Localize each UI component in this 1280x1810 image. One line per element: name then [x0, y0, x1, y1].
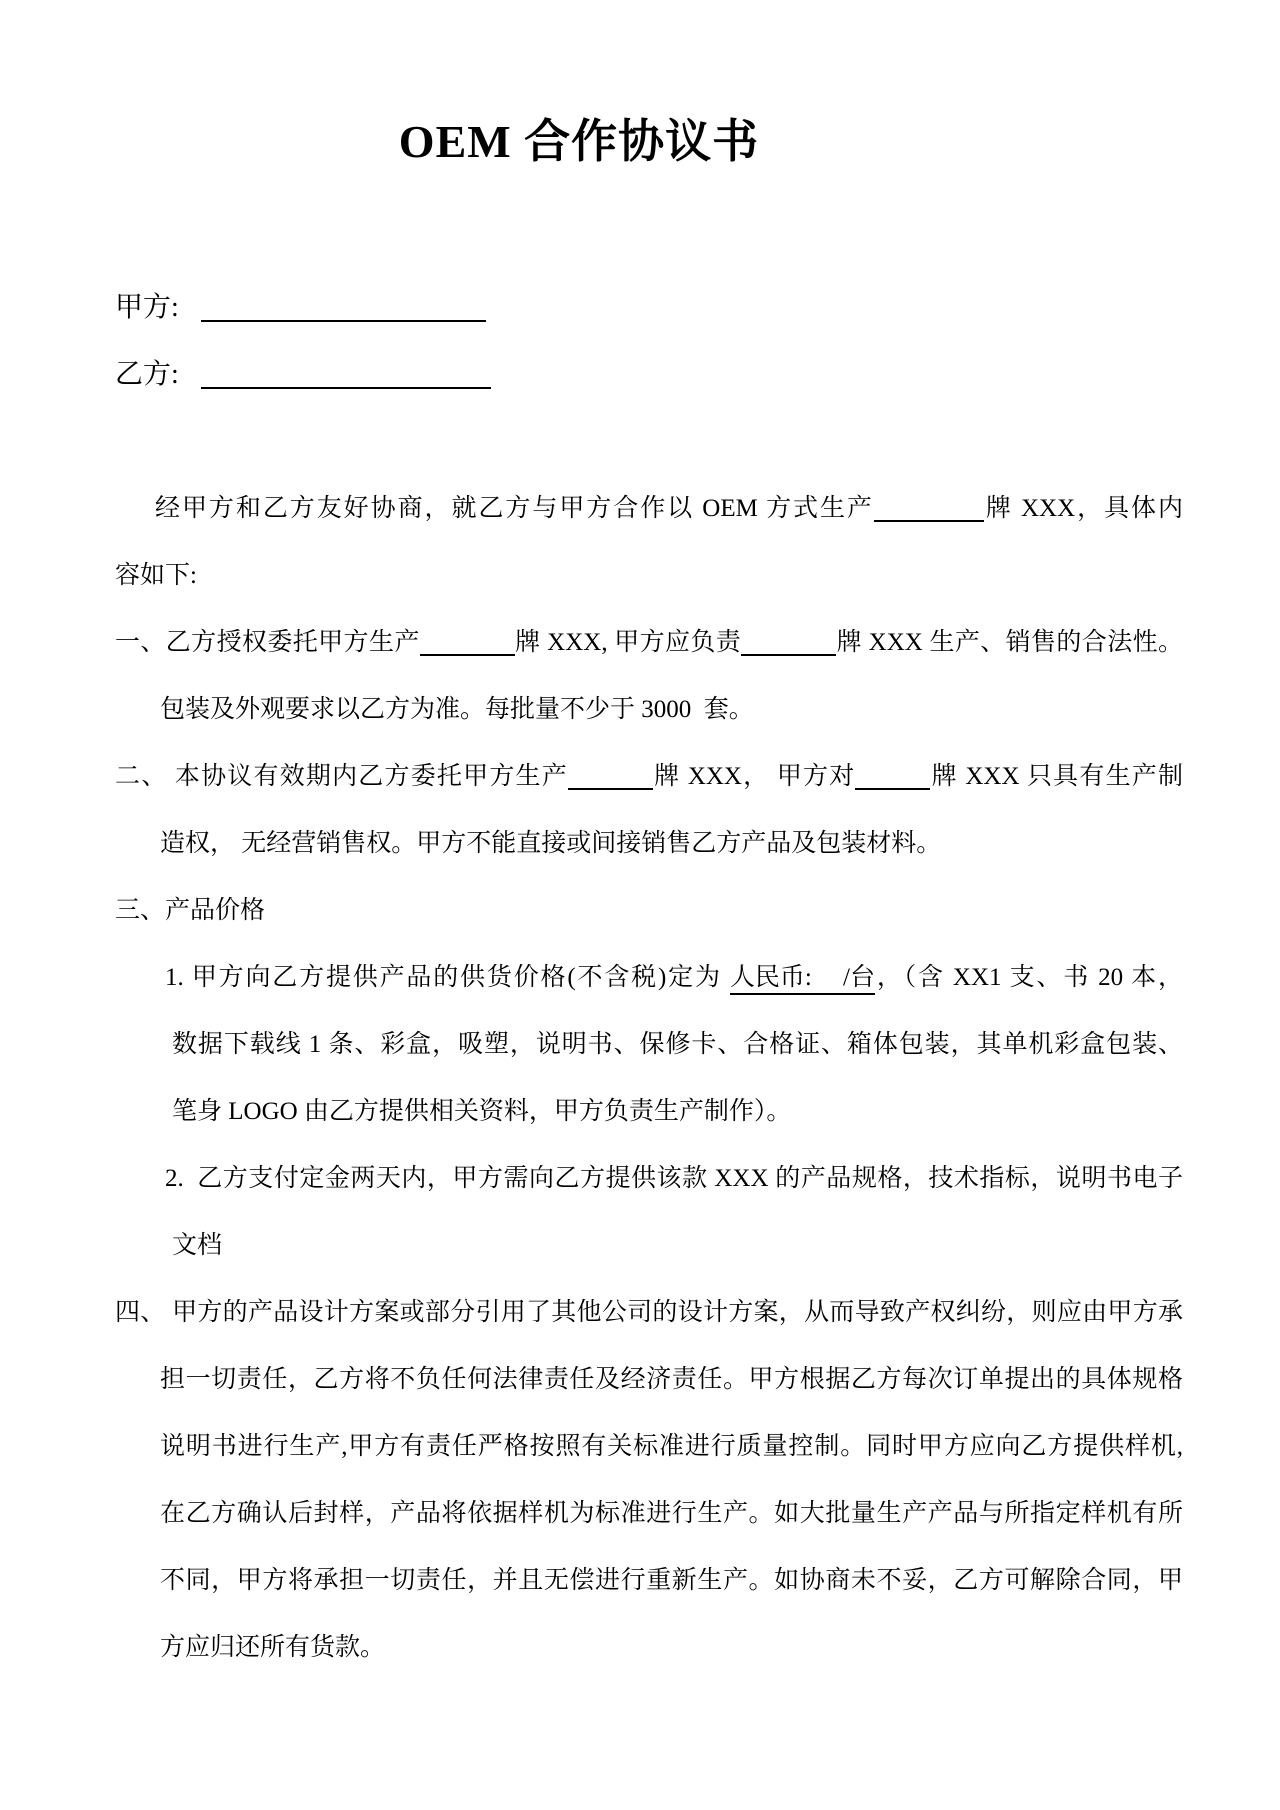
- clause-4-line-6: [115, 1614, 1183, 1681]
- text-segment: 包装及外观要求以乙方为准。每批量不少于 3000 套。: [160, 696, 754, 723]
- text-segment: 容如下:: [115, 562, 197, 589]
- text-segment: 经甲方和乙方友好协商，就乙方与甲方合作以 OEM 方式生产: [155, 495, 874, 522]
- intro-line-1: [115, 475, 1183, 542]
- text-segment: 造权， 无经营销售权。甲方不能直接或间接销售乙方产品及包装材料。: [160, 830, 942, 857]
- clause-3-heading: [115, 877, 1183, 944]
- text-segment: 牌 XXX, 甲方应负责: [514, 629, 742, 656]
- text-segment: 2. 乙方支付定金两天内，甲方需向乙方提供该款 XXX 的产品规格，技术指标，说明书电子: [165, 1165, 1183, 1192]
- text-segment: 1. 甲方向乙方提供产品的供货价格(不含税)定为: [165, 964, 730, 991]
- text-segment: ，（含 XX1 支、书 20 本，: [875, 964, 1184, 991]
- clause-3-item-2-line-2: [115, 1212, 1183, 1279]
- fill-in-blank-currency[interactable]: 人民币: /台: [730, 957, 875, 995]
- fill-in-blank[interactable]: [855, 758, 930, 790]
- document-title: OEM 合作协议书: [398, 116, 760, 167]
- clause-2-line-2: [115, 810, 1183, 877]
- text-segment: 笔身 LOGO 由乙方提供相关资料，甲方负责生产制作）。: [172, 1098, 792, 1125]
- fill-in-blank[interactable]: [568, 758, 653, 790]
- clause-3-item-1-line-2: [115, 1011, 1183, 1078]
- text-segment: 担一切责任，乙方将不负任何法律责任及经济责任。甲方根据乙方每次订单提出的具体规格: [160, 1366, 1183, 1393]
- clause-3-item-1-line-1: [115, 944, 1183, 1011]
- document-body: [115, 274, 1183, 1681]
- text-segment: 牌 XXX 生产、销售的合法性。: [836, 629, 1183, 656]
- text-segment: 甲方:: [115, 292, 179, 323]
- fill-in-blank[interactable]: [874, 490, 984, 522]
- clause-4-line-1: [115, 1279, 1183, 1346]
- party-b-line: [115, 341, 1183, 408]
- clause-4-line-4: [115, 1480, 1183, 1547]
- clause-1-line-2: [115, 676, 1183, 743]
- text-segment: 一、乙方授权委托甲方生产: [115, 629, 420, 656]
- text-segment: 乙方:: [115, 359, 179, 390]
- fill-in-blank[interactable]: [201, 286, 486, 322]
- text-segment: 四、 甲方的产品设计方案或部分引用了其他公司的设计方案，从而导致产权纠纷，则应由甲方承: [115, 1299, 1183, 1326]
- text-segment: 文档: [172, 1232, 223, 1259]
- clause-3-item-2-line-1: [115, 1145, 1183, 1212]
- fill-in-blank[interactable]: [201, 353, 491, 389]
- text-segment: 在乙方确认后封样，产品将依据样机为标准进行生产。如大批量生产产品与所指定样机有所: [160, 1500, 1183, 1527]
- fill-in-blank[interactable]: [420, 624, 515, 656]
- text-segment: 数据下载线 1 条、彩盒，吸塑，说明书、保修卡、合格证、箱体包装，其单机彩盒包装、: [172, 1031, 1183, 1058]
- clause-4-line-2: [115, 1346, 1183, 1413]
- text-segment: 牌 XXX， 甲方对: [652, 763, 856, 790]
- clause-4-line-3: [115, 1413, 1183, 1480]
- clause-3-item-1-line-3: [115, 1078, 1183, 1145]
- text-segment: 牌 XXX，具体内: [983, 495, 1183, 522]
- party-a-line: [115, 274, 1183, 341]
- text-segment: 说明书进行生产,甲方有责任严格按照有关标准进行质量控制。同时甲方应向乙方提供样机,: [160, 1433, 1183, 1460]
- text-segment: 三、产品价格: [115, 897, 266, 924]
- text-segment: 不同，甲方将承担一切责任，并且无偿进行重新生产。如协商未不妥，乙方可解除合同，甲: [160, 1567, 1183, 1594]
- text-segment: 方应归还所有货款。: [160, 1634, 386, 1661]
- text-segment: 二、 本协议有效期内乙方委托甲方生产: [115, 763, 568, 790]
- clause-2-line-1: [115, 743, 1183, 810]
- text-segment: 牌 XXX 只具有生产制: [930, 763, 1183, 790]
- clause-1-line-1: [115, 609, 1183, 676]
- fill-in-blank[interactable]: [741, 624, 836, 656]
- spacer-line: [115, 408, 1183, 475]
- intro-line-2: [115, 542, 1183, 609]
- clause-4-line-5: [115, 1547, 1183, 1614]
